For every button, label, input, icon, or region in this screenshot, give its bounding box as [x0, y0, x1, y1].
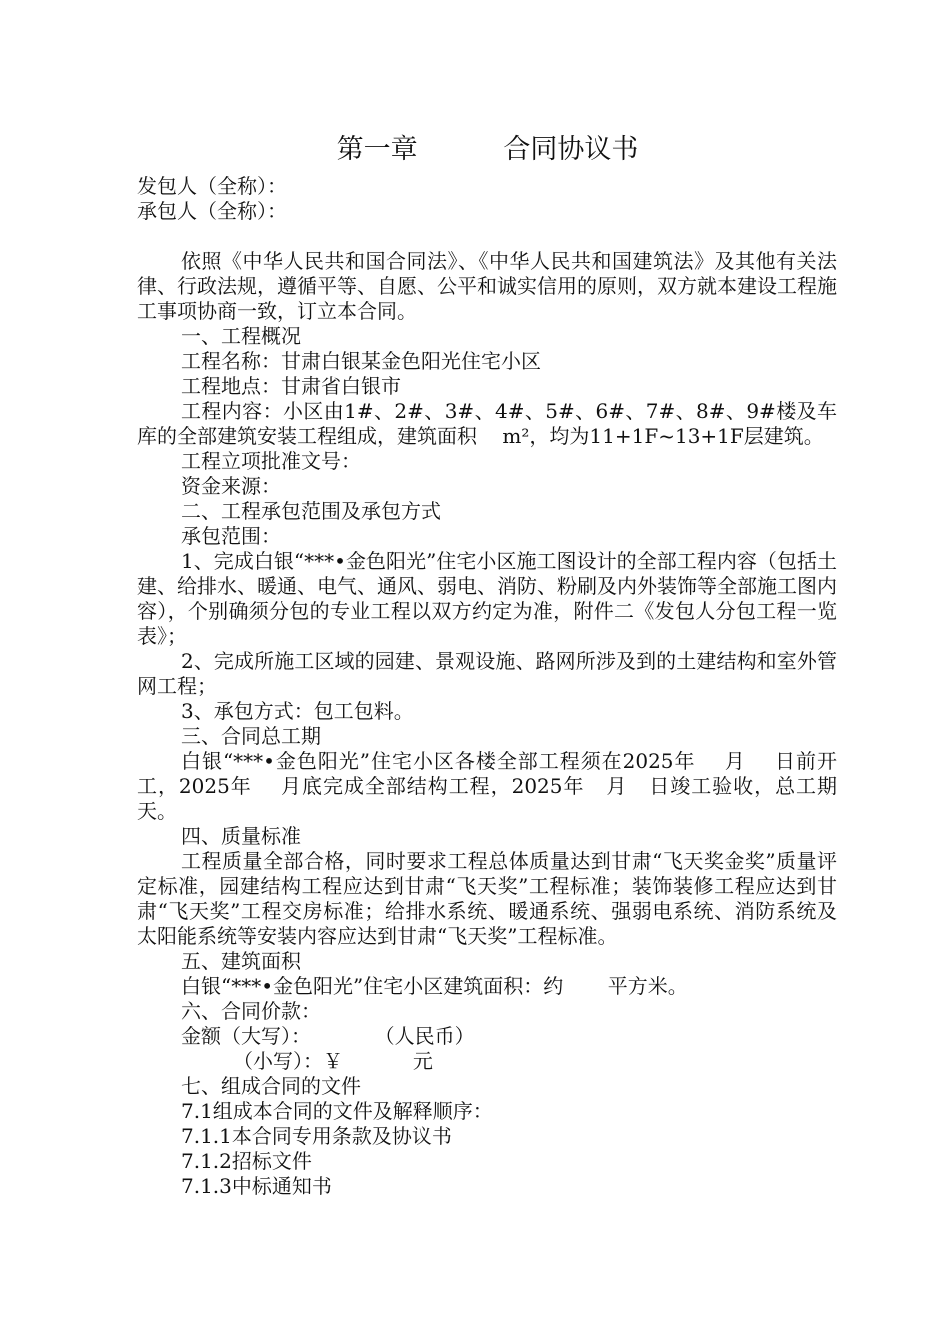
paragraph: 金额（大写）： （人民币） — [181, 1024, 475, 1048]
paragraph: 7.1组成本合同的文件及解释顺序： — [181, 1099, 493, 1123]
paragraph: 七、组成合同的文件 — [181, 1074, 361, 1098]
paragraph: 7.1.1本合同专用条款及协议书 — [181, 1124, 452, 1148]
paragraph: 工程立项批准文号： — [181, 449, 361, 473]
paragraph: 工程名称：甘肃白银某金色阳光住宅小区 — [181, 349, 541, 373]
paragraph: 二、工程承包范围及承包方式 — [181, 499, 441, 523]
paragraph: 白银“***•金色阳光”住宅小区建筑面积：约 平方米。 — [181, 974, 688, 998]
paragraph: 三、合同总工期 — [181, 724, 321, 748]
paragraph: 1、完成白银“***•金色阳光”住宅小区施工图设计的全部工程内容（包括土建、给排水、暖通、电气、通风、弱电、消防、粉刷及内外装饰等全部施工图内容），个别确须分包的专业工程以双方约定为准，附件二《发包人分包工程一览表》； — [137, 549, 837, 648]
paragraph: 7.1.2招标文件 — [181, 1149, 312, 1173]
paragraph: 四、质量标准 — [181, 824, 301, 848]
chapter-title: 第一章 合同协议书 — [336, 134, 639, 165]
paragraph: 资金来源： — [181, 474, 281, 498]
paragraph: 承包人（全称）： — [137, 199, 287, 223]
document-body — [137, 174, 863, 1199]
paragraph: 五、建筑面积 — [181, 949, 301, 973]
paragraph: 7.1.3中标通知书 — [181, 1174, 332, 1198]
paragraph: 承包范围： — [181, 524, 281, 548]
paragraph: （小写）：￥ 元 — [233, 1049, 433, 1073]
paragraph: 白银“***•金色阳光”住宅小区各楼全部工程须在2025年 月 日前开工，2025年 月底完成全部结构工程，2025年 月 日竣工验收，总工期 天。 — [137, 749, 863, 823]
paragraph: 工程内容：小区由1#、2#、3#、4#、5#、6#、7#、8#、9#楼及车库的全部建筑安装工程组成，建筑面积 m²，均为11+1F~13+1F层建筑。 — [137, 399, 837, 448]
paragraph: 工程地点：甘肃省白银市 — [181, 374, 401, 398]
paragraph: 2、完成所施工区域的园建、景观设施、路网所涉及到的土建结构和室外管网工程； — [137, 649, 837, 698]
paragraph: 依照《中华人民共和国合同法》、《中华人民共和国建筑法》及其他有关法律、行政法规，遵循平等、自愿、公平和诚实信用的原则，双方就本建设工程施工事项协商一致，订立本合同。 — [137, 249, 837, 323]
blank-line — [137, 224, 837, 249]
paragraph: 工程质量全部合格，同时要求工程总体质量达到甘肃“飞天奖金奖”质量评定标准，园建结构工程应达到甘肃“飞天奖”工程标准；装饰装修工程应达到甘肃“飞天奖”工程交房标准；给排水系统、暖通系统、强弱电系统、消防系统及太阳能系统等安装内容应达到甘肃“飞天奖”工程标准。 — [137, 849, 837, 948]
paragraph: 一、工程概况 — [181, 324, 301, 348]
paragraph: 六、合同价款： — [181, 999, 321, 1023]
paragraph: 发包人（全称）： — [137, 174, 287, 198]
paragraph: 3、承包方式：包工包料。 — [181, 699, 414, 723]
